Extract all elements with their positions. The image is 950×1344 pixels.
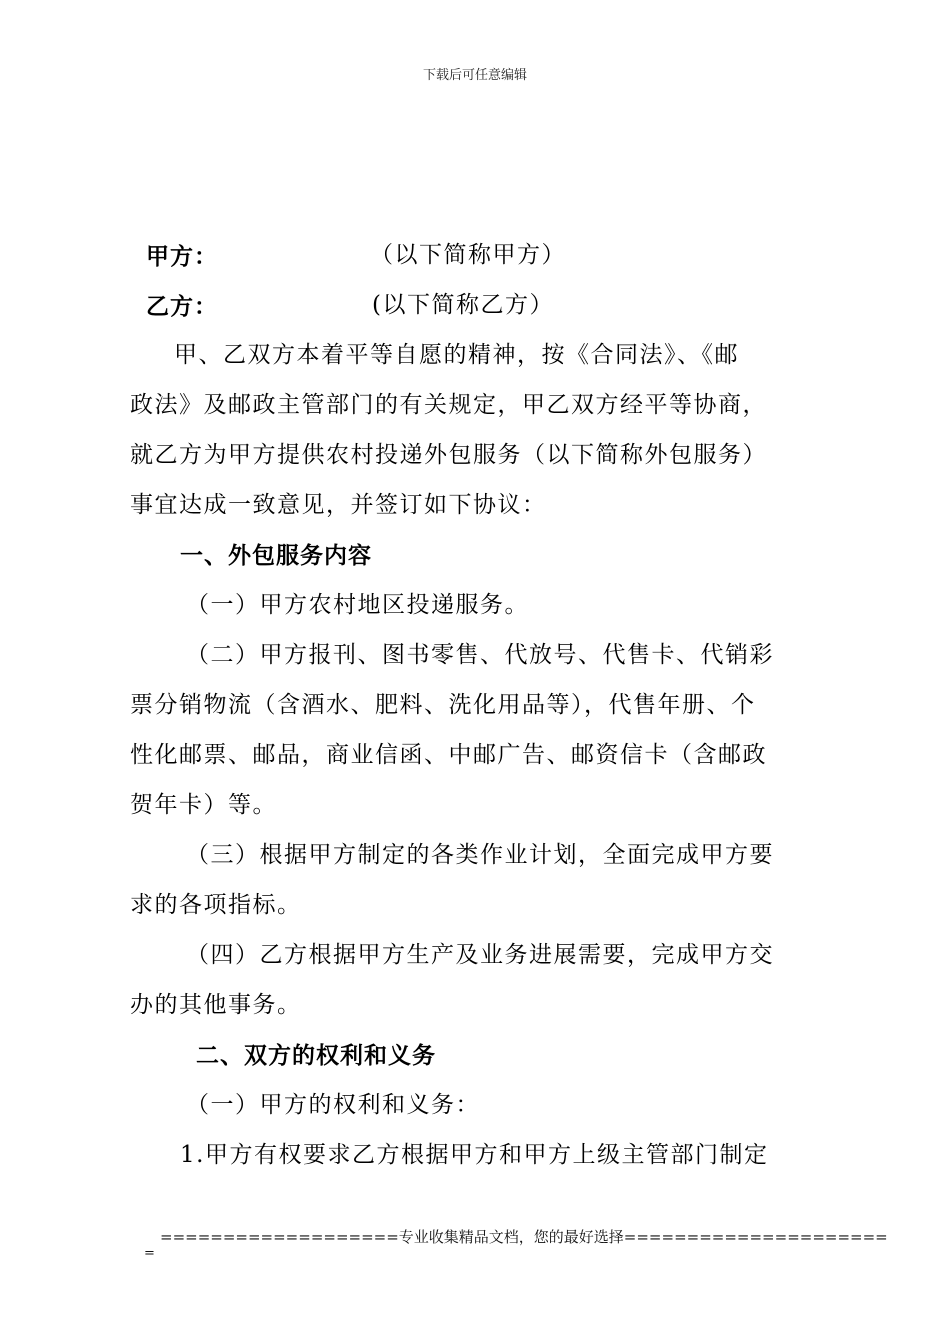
section-1-item-2-line-2: 票分销物流（含酒水、肥料、洗化用品等），代售年册、个	[130, 692, 756, 718]
section-1-item-2-line-1: （二）甲方报刊、图书零售、代放号、代售卡、代销彩	[186, 642, 774, 668]
section-2-sub-1: （一）甲方的权利和义务：	[186, 1092, 480, 1118]
section-1-item-4-line-1: （四）乙方根据甲方生产及业务进展需要，完成甲方交	[186, 942, 774, 968]
intro-line-4: 事宜达成一致意见，并签订如下协议：	[130, 492, 547, 518]
section-2-heading: 二、双方的权利和义务	[196, 1043, 436, 1069]
intro-line-3: 就乙方为甲方提供农村投递外包服务（以下简称外包服务）	[130, 442, 767, 468]
section-1-item-3-line-1: （三）根据甲方制定的各类作业计划，全面完成甲方要	[186, 842, 774, 868]
party-b-label: 乙方：	[146, 294, 218, 320]
party-a-label: 甲方：	[146, 244, 218, 270]
section-1-item-2-line-4: 贺年卡）等。	[130, 792, 277, 818]
party-a-note: （以下简称甲方）	[370, 242, 566, 268]
page-footer-overflow: =	[144, 1246, 155, 1261]
intro-line-1: 甲、乙双方本着平等自愿的精神，按《合同法》、《邮	[174, 342, 739, 368]
section-2-point-1: 1.甲方有权要求乙方根据甲方和甲方上级主管部门制定	[180, 1142, 769, 1168]
page-footer-banner: ===================专业收集精品文档，您的最好选择=====================	[160, 1228, 888, 1246]
section-1-item-2-line-3: 性化邮票、邮品，商业信函、中邮广告、邮资信卡（含邮政	[130, 742, 767, 768]
party-b-note: (以下简称乙方）	[372, 292, 554, 318]
section-1-item-4-line-2: 办的其他事务。	[130, 992, 302, 1018]
intro-line-2: 政法》及邮政主管部门的有关规定，甲乙双方经平等协商，	[130, 392, 767, 418]
section-1-item-3-line-2: 求的各项指标。	[130, 892, 302, 918]
section-1-heading: 一、外包服务内容	[180, 543, 372, 569]
page-header-note: 下载后可任意编辑	[422, 68, 527, 83]
section-1-item-1: （一）甲方农村地区投递服务。	[186, 592, 529, 618]
